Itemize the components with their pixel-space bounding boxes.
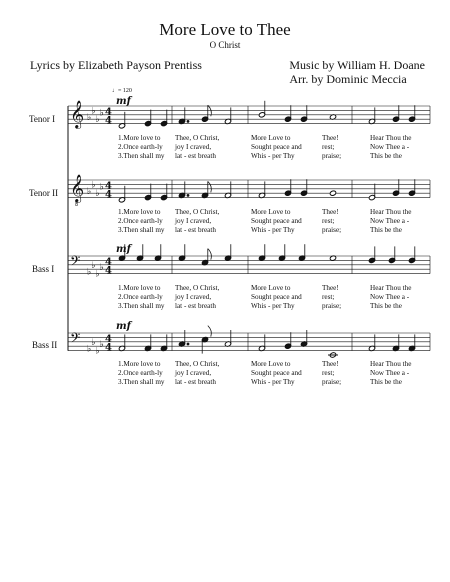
lyric-syllable: 2.Once earth-ly bbox=[118, 217, 163, 225]
lyric-syllable: Sought peace and bbox=[251, 217, 302, 225]
composer-line: Music by William H. Doane bbox=[289, 58, 425, 72]
lyric-syllable: lat - est breath bbox=[175, 226, 216, 234]
lyric-syllable: This be the bbox=[370, 152, 402, 160]
dynamic-mark: mf bbox=[116, 321, 131, 332]
time-signature: 4 bbox=[105, 189, 112, 201]
lyric-syllable: rest; bbox=[322, 143, 335, 151]
flat-sign: ♭ bbox=[99, 263, 104, 273]
flat-sign: ♭ bbox=[87, 267, 92, 278]
note-dot bbox=[187, 195, 189, 197]
lyric-syllable: praise; bbox=[322, 378, 342, 386]
page-title: More Love to Thee bbox=[159, 20, 291, 39]
lyric-syllable: 2.Once earth-ly bbox=[118, 369, 163, 377]
lyric-syllable: praise; bbox=[322, 226, 342, 234]
lyric-syllable: lat - est breath bbox=[175, 152, 216, 160]
lyric-syllable: Sought peace and bbox=[251, 143, 302, 151]
lyric-syllable: 1.More love to bbox=[118, 208, 161, 216]
staff-label-tenor-2: Tenor II bbox=[29, 188, 59, 198]
lyric-syllable: Thee! bbox=[322, 208, 339, 216]
lyric-syllable: This be the bbox=[370, 378, 402, 386]
lyric-syllable: This be the bbox=[370, 302, 402, 310]
flat-sign: ♭ bbox=[99, 182, 104, 193]
time-signature: 4 bbox=[105, 115, 112, 127]
tempo-mark: ♩= 120 bbox=[112, 88, 132, 94]
flat-sign: ♭ bbox=[99, 340, 104, 350]
lyric-syllable: More Love to bbox=[251, 134, 291, 142]
staff-label-tenor-1: Tenor I bbox=[29, 114, 56, 124]
lyric-syllable: Thee, O Christ, bbox=[175, 134, 220, 142]
lyric-syllable: Thee, O Christ, bbox=[175, 208, 220, 216]
lyric-syllable: rest; bbox=[322, 293, 335, 301]
lyric-syllable: Thee! bbox=[322, 284, 339, 292]
lyric-syllable: Thee, O Christ, bbox=[175, 360, 220, 368]
lyric-syllable: 1.More love to bbox=[118, 134, 161, 142]
dynamic-mark: mf bbox=[116, 244, 131, 255]
staff-label-bass-2: Bass II bbox=[32, 340, 58, 350]
time-signature: 4 bbox=[105, 256, 112, 268]
lyric-syllable: 1.More love to bbox=[118, 360, 161, 368]
time-signature: 4 bbox=[105, 342, 112, 354]
time-signature: 4 bbox=[105, 180, 112, 192]
time-signature: 4 bbox=[105, 265, 112, 277]
note-head bbox=[329, 190, 336, 196]
lyric-syllable: 2.Once earth-ly bbox=[118, 143, 163, 151]
flat-sign: ♭ bbox=[95, 346, 100, 357]
flat-sign: ♭ bbox=[87, 113, 92, 123]
tempo-value: = 120 bbox=[118, 88, 132, 94]
lyric-syllable: 3.Then shall my bbox=[118, 226, 165, 234]
note-dot bbox=[187, 343, 189, 345]
flat-sign: ♭ bbox=[91, 180, 96, 191]
time-signature: 4 bbox=[105, 333, 112, 345]
lyric-syllable: Thee! bbox=[322, 360, 339, 368]
lyric-syllable: More Love to bbox=[251, 360, 291, 368]
lyric-syllable: 2.Once earth-ly bbox=[118, 293, 163, 301]
lyric-syllable: joy I craved, bbox=[175, 143, 212, 151]
time-signature: 4 bbox=[105, 106, 112, 118]
lyric-syllable: 3.Then shall my bbox=[118, 302, 165, 310]
lyric-syllable: Sought peace and bbox=[251, 369, 302, 377]
lyric-syllable: Now Thee a - bbox=[370, 143, 410, 151]
lyricist-credit: Lyrics by Elizabeth Payson Prentiss bbox=[30, 58, 202, 72]
lyric-syllable: Now Thee a - bbox=[370, 369, 410, 377]
staff-label-bass-1: Bass I bbox=[32, 264, 55, 274]
clef-symbol: 𝄞 bbox=[70, 100, 85, 128]
lyric-syllable: rest; bbox=[322, 217, 335, 225]
flat-sign: ♭ bbox=[87, 187, 92, 197]
lyric-syllable: lat - est breath bbox=[175, 302, 216, 310]
note-dot bbox=[187, 121, 189, 123]
lyric-syllable: Hear Thou the bbox=[370, 208, 412, 216]
page-subtitle: O Christ bbox=[209, 40, 241, 50]
lyric-syllable: 1.More love to bbox=[118, 284, 161, 292]
lyric-syllable: Thee! bbox=[322, 134, 339, 142]
lyric-syllable: Whis - per Thy bbox=[251, 302, 295, 310]
lyric-syllable: This be the bbox=[370, 226, 402, 234]
lyric-syllable: lat - est breath bbox=[175, 378, 216, 386]
dynamic-mark: mf bbox=[116, 96, 131, 107]
arranger-line: Arr. by Dominic Meccia bbox=[289, 72, 407, 86]
lyric-syllable: rest; bbox=[322, 369, 335, 377]
lyric-syllable: Hear Thou the bbox=[370, 284, 412, 292]
lyric-syllable: Thee, O Christ, bbox=[175, 284, 220, 292]
lyric-syllable: Hear Thou the bbox=[370, 360, 412, 368]
flat-sign: ♭ bbox=[95, 269, 100, 280]
flat-sign: ♭ bbox=[87, 344, 92, 355]
lyric-syllable: Hear Thou the bbox=[370, 134, 412, 142]
lyric-syllable: Whis - per Thy bbox=[251, 378, 295, 386]
lyric-syllable: joy I craved, bbox=[175, 217, 212, 225]
lyric-syllable: More Love to bbox=[251, 208, 291, 216]
lyric-syllable: 3.Then shall my bbox=[118, 378, 165, 386]
clef-symbol: 𝄞 bbox=[70, 174, 85, 202]
flat-sign: ♭ bbox=[95, 115, 100, 126]
lyric-syllable: praise; bbox=[322, 302, 342, 310]
flat-sign: ♭ bbox=[99, 108, 104, 119]
lyric-syllable: Now Thee a - bbox=[370, 293, 410, 301]
lyric-syllable: praise; bbox=[322, 152, 342, 160]
lyric-syllable: Now Thee a - bbox=[370, 217, 410, 225]
lyric-syllable: joy I craved, bbox=[175, 369, 212, 377]
flat-sign: ♭ bbox=[91, 337, 96, 348]
lyric-syllable: Sought peace and bbox=[251, 293, 302, 301]
octave-mark: 8 bbox=[75, 202, 79, 208]
flat-sign: ♭ bbox=[95, 189, 100, 200]
lyric-syllable: joy I craved, bbox=[175, 293, 212, 301]
note-flag bbox=[208, 326, 212, 337]
lyric-syllable: Whis - per Thy bbox=[251, 152, 295, 160]
lyric-syllable: Whis - per Thy bbox=[251, 226, 295, 234]
clef-symbol: 𝄢 bbox=[70, 330, 81, 349]
flat-sign: ♭ bbox=[91, 260, 96, 271]
lyric-syllable: 3.Then shall my bbox=[118, 152, 165, 160]
lyric-syllable: More Love to bbox=[251, 284, 291, 292]
note-flag bbox=[208, 249, 212, 260]
flat-sign: ♭ bbox=[91, 106, 96, 117]
note-flag bbox=[208, 181, 212, 192]
clef-symbol: 𝄢 bbox=[70, 253, 81, 272]
